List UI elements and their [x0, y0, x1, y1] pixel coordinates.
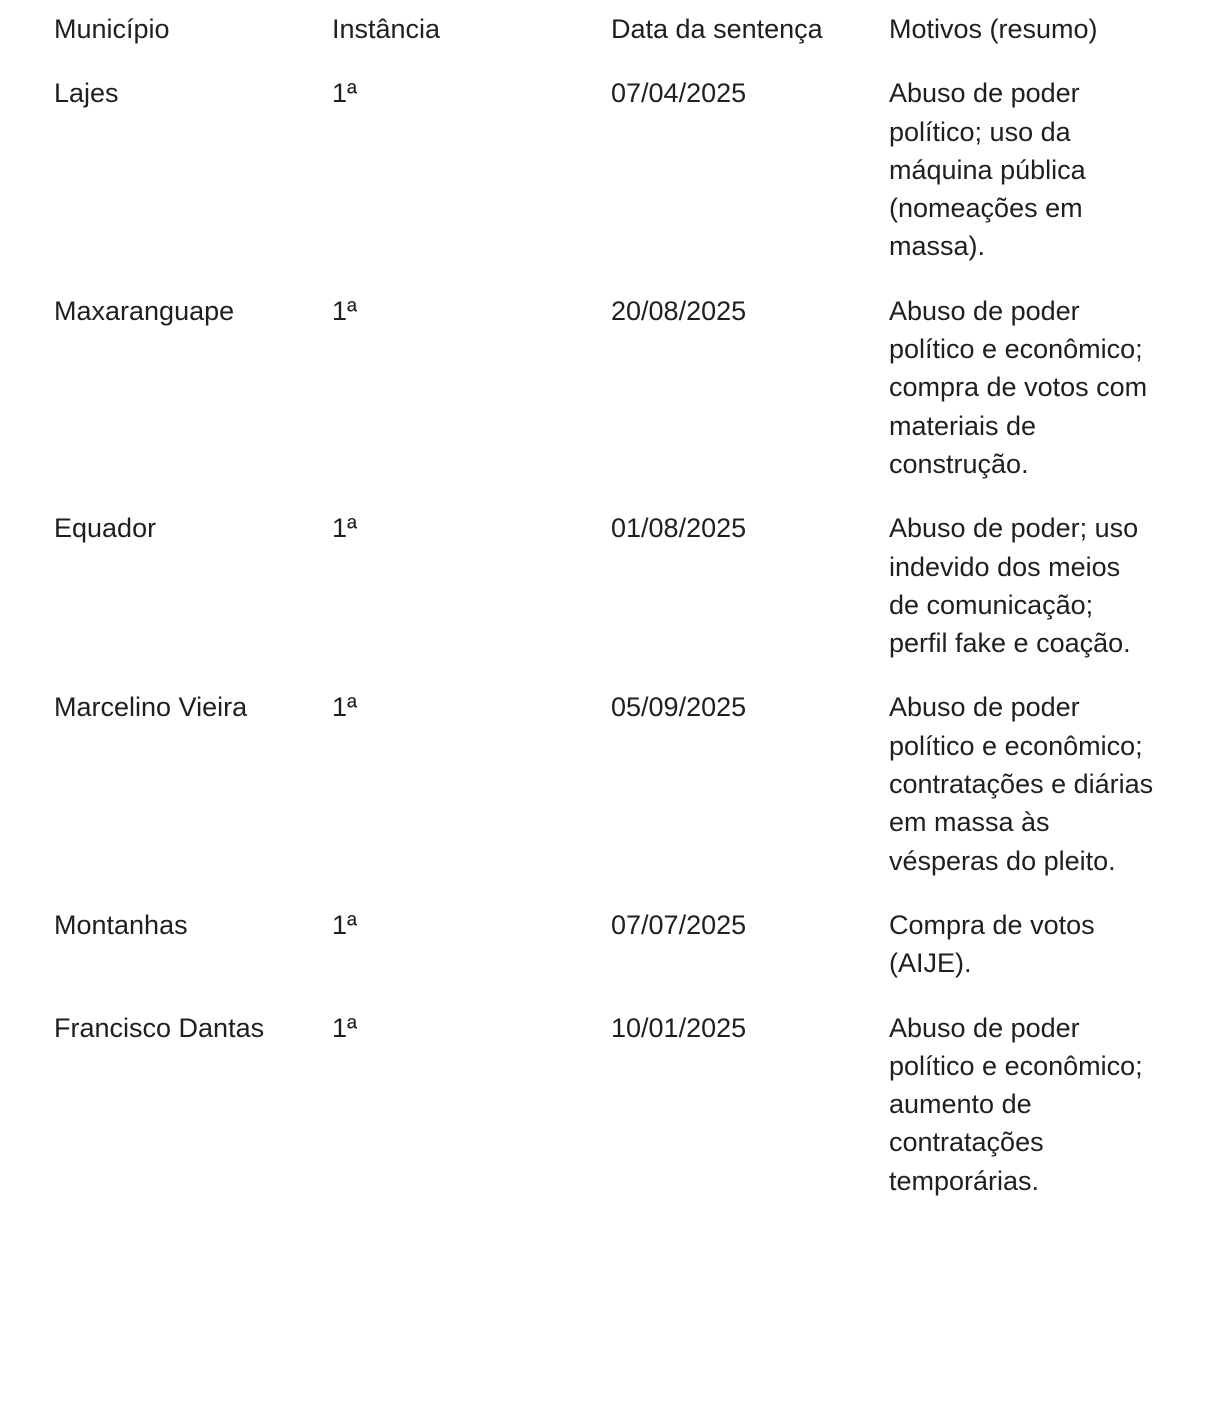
cell-municipio: Montanhas: [54, 909, 188, 940]
table-row: [54, 509, 1184, 688]
cell-data: 05/09/2025: [611, 692, 747, 723]
cell-municipio: Lajes: [54, 78, 119, 109]
header-municipio: Município: [54, 14, 170, 44]
document-page: [54, 10, 1184, 1226]
cell-municipio: Marcelino Vieira: [54, 692, 248, 723]
cell-data: 01/08/2025: [611, 513, 747, 544]
cell-data: 07/07/2025: [611, 909, 747, 940]
cell-motivos: Abuso de poder político; uso da máquina pública (nomeações em massa).: [889, 78, 1086, 262]
cell-motivos: Abuso de poder político e econômico; contratações e diárias em massa às vésperas do pleito.: [889, 692, 1154, 876]
cell-municipio: Equador: [54, 513, 157, 544]
table-row: [54, 688, 1184, 905]
cell-motivos: Abuso de poder; uso indevido dos meios de comunicação; perfil fake e coação.: [889, 513, 1139, 659]
cell-data: 20/08/2025: [611, 295, 747, 326]
header-data-sentenca: Data da sentença: [611, 14, 823, 44]
cell-data: 07/04/2025: [611, 78, 747, 109]
sentences-table: [54, 10, 1184, 1226]
cell-instancia: 1ª: [332, 295, 358, 326]
header-motivos: Motivos (resumo): [889, 14, 1098, 44]
cell-motivos: Abuso de poder político e econômico; compra de votos com materiais de construção.: [889, 295, 1148, 479]
cell-instancia: 1ª: [332, 513, 358, 544]
cell-instancia: 1ª: [332, 692, 358, 723]
table-row: [54, 1009, 1184, 1226]
cell-instancia: 1ª: [332, 1012, 358, 1043]
cell-motivos: Compra de votos (AIJE).: [889, 909, 1095, 979]
table-row: [54, 906, 1184, 1009]
cell-motivos: Abuso de poder político e econômico; aumento de contratações temporárias.: [889, 1012, 1143, 1196]
header-instancia: Instância: [332, 14, 441, 44]
cell-municipio: Francisco Dantas: [54, 1012, 265, 1043]
cell-municipio: Maxaranguape: [54, 295, 235, 326]
table-row: [54, 74, 1184, 291]
cell-instancia: 1ª: [332, 78, 358, 109]
table-header-row: [54, 10, 1184, 74]
cell-instancia: 1ª: [332, 909, 358, 940]
cell-data: 10/01/2025: [611, 1012, 747, 1043]
table-row: [54, 292, 1184, 509]
